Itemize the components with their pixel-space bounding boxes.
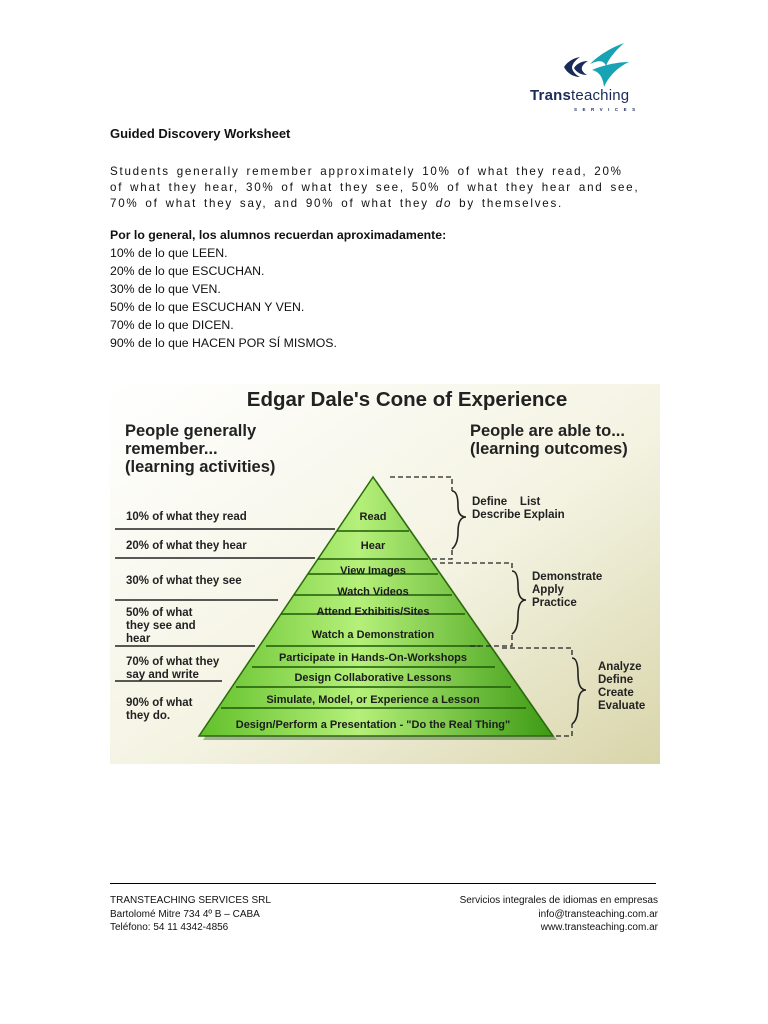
footer-website: www.transteaching.com.ar (540, 922, 658, 933)
footer-divider (110, 883, 656, 884)
outcome-label: Define List (472, 496, 541, 508)
cone-level-watch-videos: Watch Videos (337, 586, 409, 598)
intro-es-line: 90% de lo que HACEN POR SÍ MISMOS. (110, 336, 337, 350)
cone-level-attend-exhibits: Attend Exhibitis/Sites (316, 606, 430, 618)
intro-es-line: 10% de lo que LEEN. (110, 246, 228, 260)
cone-level-read: Read (359, 511, 387, 523)
intro-es-line: Por lo general, los alumnos recuerdan aproximadamente: (110, 228, 447, 242)
left-header-line: (learning activities) (125, 458, 276, 476)
left-row-label: 10% of what they read (126, 511, 247, 523)
left-header-line: People generally (125, 422, 257, 440)
outcome-label: Analyze (598, 661, 642, 673)
footer-email: info@transteaching.com.ar (538, 908, 658, 920)
left-row-label: 70% of what they (126, 656, 220, 668)
left-row-label: 20% of what they hear (126, 540, 247, 552)
left-row-label: 30% of what they see (126, 575, 242, 587)
cone-level-real-thing: Design/Perform a Presentation - "Do the Real Thing" (235, 719, 511, 731)
outcome-label: Demonstrate (532, 571, 603, 583)
intro-spanish (110, 226, 446, 352)
footer-contact-info (460, 894, 658, 935)
left-header-line: remember... (125, 440, 218, 458)
intro-es-line: 50% de lo que ESCUCHAN Y VEN. (110, 300, 305, 314)
intro-es-line: 20% de lo que ESCUCHAN. (110, 264, 265, 278)
outcome-label: Define (598, 674, 634, 686)
cone-level-simulate-model: Simulate, Model, or Experience a Lesson (266, 694, 480, 706)
footer-phone: Teléfono: 54 11 4342-4856 (110, 922, 229, 933)
cone-level-hear: Hear (360, 540, 386, 552)
left-row-label: they see and (126, 620, 196, 632)
intro-es-line: 30% de lo que VEN. (110, 282, 221, 296)
intro-en-line: of what they hear, 30% of what they see, 50% of what they hear and see, (110, 181, 640, 194)
company-logo (528, 40, 663, 118)
intro-english (110, 164, 658, 212)
logo-subtitle: SERVICES (574, 107, 641, 112)
cone-level-view-images: View Images (340, 565, 406, 577)
right-header (470, 422, 628, 458)
footer-company-name: TRANSTEACHING SERVICES SRL (110, 895, 271, 906)
cone-title: Edgar Dale's Cone of Experience (246, 388, 568, 411)
outcome-label: Apply (532, 584, 564, 596)
emphasis-do: do (435, 197, 453, 210)
intro-es-line: 70% de lo que DICEN. (110, 318, 234, 332)
cone-level-hands-on-workshops: Participate in Hands-On-Workshops (278, 652, 468, 664)
outcome-label: Evaluate (598, 700, 646, 712)
left-row-label: hear (126, 633, 151, 645)
cone-of-experience-figure (110, 384, 660, 764)
left-row-label: 50% of what (126, 607, 193, 619)
left-row-label: say and write (126, 669, 199, 681)
footer-tagline: Servicios integrales de idiomas en empresas (459, 895, 658, 906)
logo-swoosh-icon (528, 40, 663, 90)
worksheet-title: Guided Discovery Worksheet (110, 126, 291, 141)
outcome-label: Practice (532, 597, 577, 609)
footer-company-info (110, 894, 271, 935)
intro-en-line: Students generally remember approximately 10% of what they read, 20% (110, 165, 623, 178)
right-header-line: (learning outcomes) (470, 440, 628, 458)
cone-level-collaborative-lessons: Design Collaborative Lessons (294, 672, 452, 684)
left-row-label: 90% of what (126, 697, 193, 709)
outcome-label: Describe Explain (472, 509, 565, 521)
left-row-label: they do. (126, 710, 171, 722)
intro-en-line: 70% of what they say, and 90% of what they do by themselves. (110, 197, 563, 210)
cone-level-watch-demonstration: Watch a Demonstration (311, 629, 435, 641)
logo-wordmark: Transteaching (530, 87, 630, 104)
outcome-label: Create (598, 687, 634, 699)
footer-address: Bartolomé Mitre 734 4º B – CABA (110, 908, 260, 920)
right-header-line: People are able to... (470, 422, 625, 440)
